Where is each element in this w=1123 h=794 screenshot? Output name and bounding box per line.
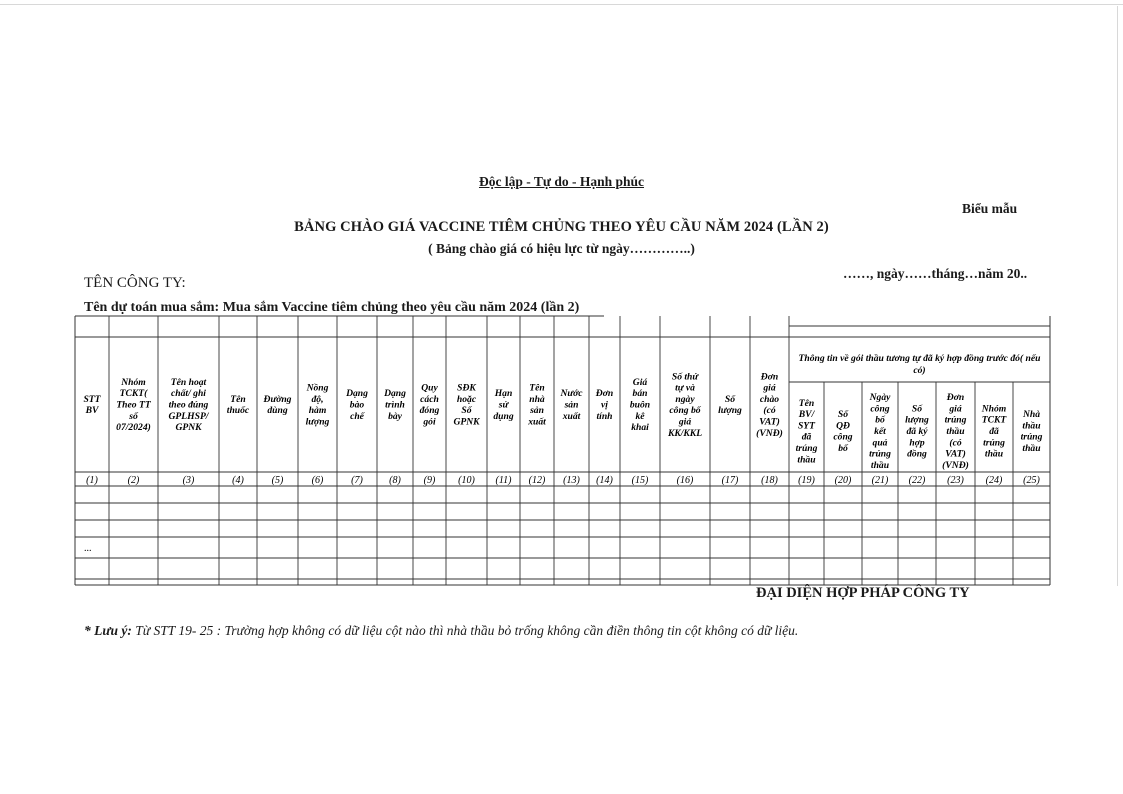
column-header-9: cách bbox=[420, 393, 439, 405]
column-header-3: chất/ ghi bbox=[171, 388, 206, 400]
column-header-1: BV bbox=[85, 405, 99, 417]
column-header-1: STT bbox=[83, 393, 101, 405]
estimate-name: Tên dự toán mua sắm: Mua sắm Vaccine tiêm chủng theo yêu cầu năm 2024 (lần 2) bbox=[84, 300, 580, 315]
column-number-19: (19) bbox=[798, 475, 815, 486]
column-header-21: kết bbox=[874, 426, 886, 437]
column-header-17: Số bbox=[724, 393, 736, 405]
column-number-21: (21) bbox=[871, 475, 889, 486]
column-header-10: SĐK bbox=[457, 382, 476, 394]
column-number-17: (17) bbox=[721, 475, 739, 486]
column-header-19: Tên bbox=[798, 397, 815, 409]
column-header-16: ngày bbox=[675, 393, 695, 405]
column-header-24: Nhóm bbox=[981, 403, 1007, 415]
column-number-23: (23) bbox=[947, 475, 964, 486]
column-header-3: Tên hoạt bbox=[170, 376, 207, 388]
column-header-15: bán bbox=[632, 388, 648, 400]
column-header-2: 07/2024) bbox=[116, 422, 151, 434]
column-header-20: bố bbox=[838, 442, 848, 454]
column-header-7: bào bbox=[349, 399, 365, 411]
column-header-3: theo đúng bbox=[168, 399, 209, 411]
legal-representative-label: ĐẠI DIỆN HỢP PHÁP CÔNG TY bbox=[756, 585, 970, 601]
column-header-22: Số bbox=[911, 403, 923, 415]
column-header-14: Đơn bbox=[595, 388, 614, 400]
column-header-24: trúng bbox=[983, 437, 1005, 449]
column-number-18: (18) bbox=[761, 475, 778, 486]
column-header-18: (VNĐ) bbox=[756, 427, 783, 439]
column-header-8: Dạng bbox=[384, 388, 406, 400]
column-header-19: SYT bbox=[797, 420, 816, 432]
column-header-16: công bố bbox=[669, 405, 701, 417]
validity-note: ( Bảng chào giá có hiệu lực từ ngày…………..) bbox=[428, 241, 695, 256]
column-number-13: (13) bbox=[563, 475, 580, 486]
column-number-22: (22) bbox=[908, 475, 926, 486]
column-header-15: khai bbox=[631, 422, 649, 434]
column-header-18: chào bbox=[759, 393, 780, 405]
column-header-18: Đơn bbox=[760, 371, 779, 383]
column-header-20: công bbox=[833, 431, 853, 443]
column-number-2: (2) bbox=[127, 475, 140, 486]
column-header-14: tính bbox=[596, 410, 613, 422]
column-number-7: (7) bbox=[351, 475, 363, 486]
footnote bbox=[84, 623, 798, 639]
column-header-23: Đơn bbox=[946, 392, 965, 404]
column-header-23: (có bbox=[949, 437, 962, 449]
column-header-22: đã ký bbox=[906, 426, 928, 437]
column-header-22: đồng bbox=[907, 448, 927, 460]
group-header-text: Thông tin về gói thầu tương tự đã ký hợp đồng trước đó( nếu bbox=[798, 353, 1041, 364]
column-header-6: Nồng bbox=[306, 382, 329, 394]
column-header-2: số bbox=[129, 410, 138, 422]
column-header-10: hoặc bbox=[456, 393, 477, 405]
column-header-15: buôn bbox=[629, 399, 651, 411]
column-header-12: xuất bbox=[528, 416, 546, 428]
column-header-19: thầu bbox=[797, 454, 816, 466]
column-number-25: (25) bbox=[1023, 475, 1040, 486]
column-header-18: (có bbox=[763, 405, 776, 417]
column-header-4: Tên bbox=[230, 393, 246, 405]
column-header-5: dùng bbox=[267, 405, 288, 417]
column-header-21: thầu bbox=[870, 459, 890, 471]
column-header-21: công bbox=[870, 403, 890, 415]
column-header-23: (VNĐ) bbox=[942, 459, 969, 471]
footnote-label: * Lưu ý: bbox=[84, 623, 132, 638]
column-number-20: (20) bbox=[834, 475, 852, 486]
column-header-4: thuốc bbox=[226, 405, 250, 417]
column-header-6: hàm bbox=[308, 405, 327, 417]
column-header-3: GPLHSP/ bbox=[168, 410, 209, 422]
column-header-18: VAT) bbox=[759, 416, 780, 428]
column-header-20: QĐ bbox=[836, 420, 850, 432]
column-number-10: (10) bbox=[458, 475, 475, 486]
column-header-20: Số bbox=[837, 409, 849, 421]
column-number-6: (6) bbox=[311, 475, 324, 486]
column-header-21: bố bbox=[875, 414, 885, 426]
column-header-15: kê bbox=[635, 410, 645, 422]
column-header-12: nhà bbox=[529, 393, 545, 405]
column-header-6: lượng bbox=[305, 416, 330, 428]
column-header-7: chế bbox=[350, 410, 364, 422]
column-header-10: Số bbox=[461, 405, 472, 417]
column-number-4: (4) bbox=[232, 475, 244, 486]
column-header-6: độ, bbox=[311, 393, 324, 405]
column-header-11: sử bbox=[498, 399, 509, 411]
ellipsis-row-marker: ... bbox=[84, 543, 92, 554]
column-header-8: trình bbox=[385, 399, 405, 411]
column-header-19: BV/ bbox=[798, 409, 815, 421]
column-header-19: trúng bbox=[795, 442, 818, 454]
column-header-12: Tên bbox=[529, 382, 545, 394]
column-number-15: (15) bbox=[631, 475, 649, 486]
column-header-15: Giá bbox=[632, 376, 648, 388]
column-header-13: xuất bbox=[562, 410, 581, 422]
column-header-23: giá bbox=[949, 403, 962, 415]
column-header-25: trúng bbox=[1020, 431, 1043, 443]
column-number-11: (11) bbox=[495, 475, 512, 486]
column-header-9: đóng bbox=[419, 405, 440, 417]
column-header-2: Theo TT bbox=[116, 399, 151, 411]
column-header-21: Ngày bbox=[869, 392, 891, 404]
column-header-7: Dạng bbox=[346, 388, 368, 400]
column-number-5: (5) bbox=[271, 475, 284, 486]
column-number-1: (1) bbox=[86, 475, 98, 486]
column-number-9: (9) bbox=[423, 475, 436, 486]
column-header-21: quả bbox=[872, 437, 888, 449]
date-line: ……, ngày……tháng…năm 20.. bbox=[843, 266, 1028, 281]
column-header-23: VAT) bbox=[945, 448, 966, 460]
column-header-11: Hạn bbox=[494, 388, 513, 400]
column-number-16: (16) bbox=[676, 475, 694, 486]
company-name-label: TÊN CÔNG TY: bbox=[84, 275, 186, 291]
column-header-9: Quy bbox=[421, 382, 438, 394]
column-header-3: GPNK bbox=[175, 422, 202, 434]
column-number-24: (24) bbox=[985, 475, 1003, 486]
column-header-24: TCKT bbox=[981, 414, 1007, 426]
column-header-2: TCKT( bbox=[119, 388, 148, 400]
column-number-8: (8) bbox=[389, 475, 401, 486]
column-header-24: thầu bbox=[984, 448, 1004, 460]
column-header-22: hợp bbox=[909, 437, 925, 449]
column-header-19: đã bbox=[801, 431, 812, 443]
column-header-17: lượng bbox=[718, 405, 742, 417]
column-header-16: Số thứ bbox=[671, 371, 699, 383]
column-header-14: vị bbox=[601, 399, 608, 411]
column-header-25: thầu bbox=[1022, 442, 1041, 454]
column-header-8: bày bbox=[388, 410, 402, 422]
footnote-text: Từ STT 19- 25 : Trường hợp không có dữ liệu cột nào thì nhà thầu bỏ trống không cần điền thông tin cột không có dữ liệu. bbox=[131, 623, 799, 638]
column-header-16: giá bbox=[678, 416, 692, 428]
column-header-13: Nước bbox=[560, 388, 583, 400]
column-header-21: trúng bbox=[869, 448, 891, 460]
column-header-11: dụng bbox=[493, 410, 514, 422]
column-header-12: sản bbox=[530, 405, 544, 417]
document-title: BẢNG CHÀO GIÁ VACCINE TIÊM CHỦNG THEO YÊU CẦU NĂM 2024 (LẦN 2) bbox=[294, 219, 829, 235]
column-header-13: sản bbox=[564, 399, 579, 411]
column-header-16: tự và bbox=[675, 382, 695, 394]
column-header-5: Đường bbox=[263, 393, 292, 405]
form-label: Biểu mẫu bbox=[962, 201, 1018, 216]
group-header-text: có) bbox=[913, 365, 926, 376]
column-header-25: Nhà bbox=[1022, 409, 1041, 421]
column-header-18: giá bbox=[763, 382, 776, 394]
column-number-14: (14) bbox=[596, 475, 613, 486]
column-header-9: gói bbox=[423, 416, 436, 428]
column-header-23: thầu bbox=[946, 426, 965, 437]
column-header-2: Nhóm bbox=[121, 376, 146, 388]
column-header-24: đã bbox=[989, 426, 999, 437]
column-number-12: (12) bbox=[528, 475, 546, 486]
column-header-23: trúng bbox=[944, 414, 967, 426]
column-header-16: KK/KKL bbox=[667, 427, 703, 439]
column-header-10: GPNK bbox=[453, 416, 480, 428]
column-header-22: lượng bbox=[905, 414, 929, 426]
column-header-25: thầu bbox=[1022, 420, 1041, 432]
column-number-3: (3) bbox=[182, 475, 195, 486]
national-motto: Độc lập - Tự do - Hạnh phúc bbox=[478, 174, 645, 189]
